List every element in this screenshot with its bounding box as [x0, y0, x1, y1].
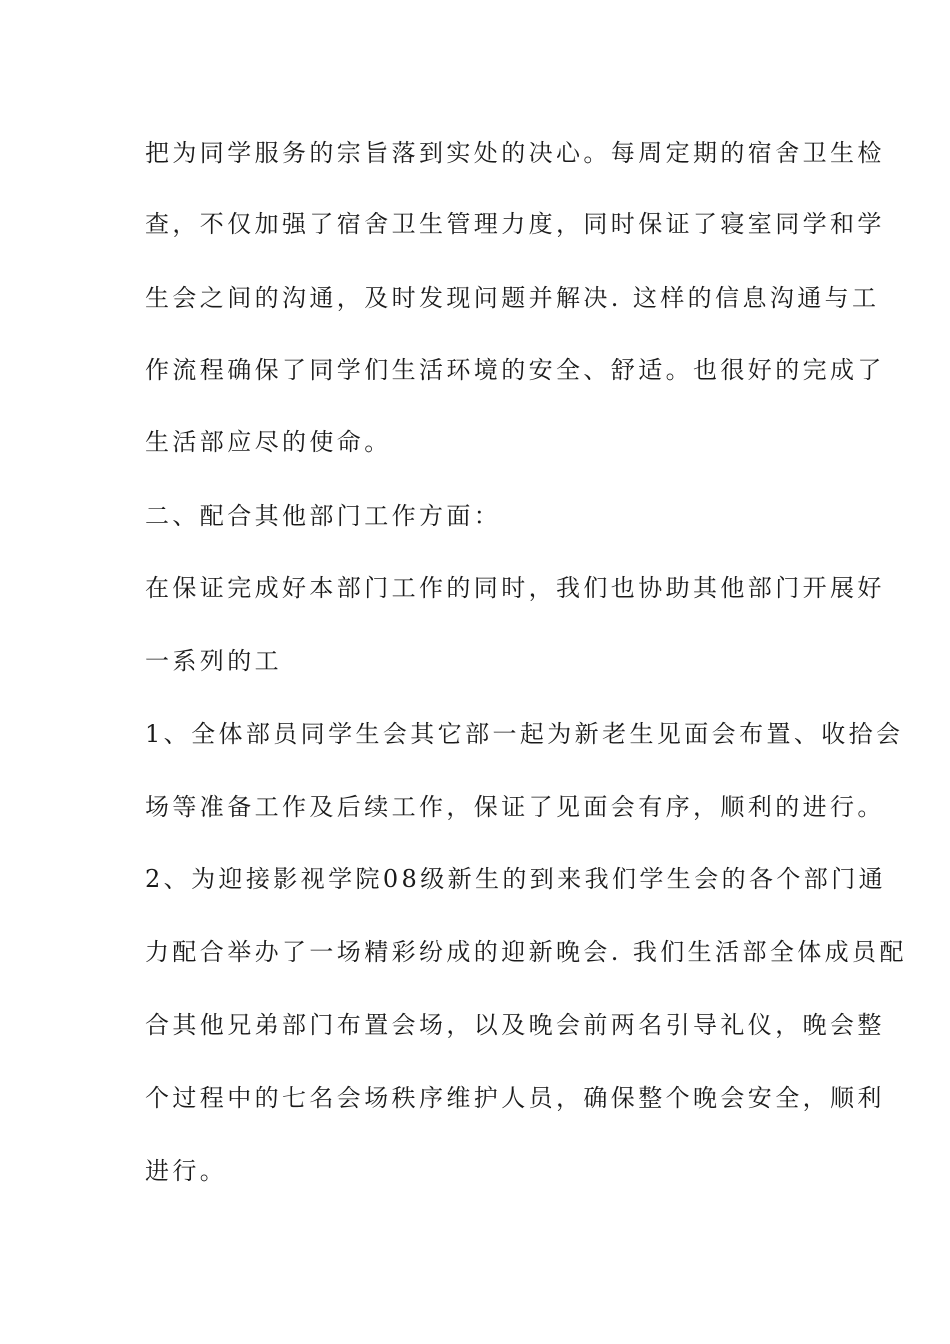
list-item-line: 个过程中的七名会场秩序维护人员，确保整个晚会安全，顺利 — [145, 1084, 885, 1112]
paragraph-line: 把为同学服务的宗旨落到实处的决心。每周定期的宿舍卫生检 — [145, 139, 885, 167]
paragraph-line: 生会之间的沟通，及时发现问题并解决. 这样的信息沟通与工 — [145, 284, 880, 312]
paragraph-line: 生活部应尽的使命。 — [145, 428, 392, 456]
list-item-line: 进行。 — [145, 1157, 228, 1185]
paragraph-line: 作流程确保了同学们生活环境的安全、舒适。也很好的完成了 — [145, 356, 885, 384]
list-item-line: 1、全体部员同学生会其它部一起为新老生见面会布置、收拾会 — [145, 720, 904, 748]
section-heading: 二、配合其他部门工作方面： — [145, 502, 502, 530]
paragraph-line: 一系列的工 — [145, 647, 282, 675]
paragraph-line: 在保证完成好本部门工作的同时，我们也协助其他部门开展好 — [145, 574, 885, 602]
list-item-line: 场等准备工作及后续工作，保证了见面会有序，顺利的进行。 — [145, 793, 885, 821]
list-item-line: 合其他兄弟部门布置会场，以及晚会前两名引导礼仪，晚会整 — [145, 1011, 885, 1039]
paragraph-line: 查，不仅加强了宿舍卫生管理力度，同时保证了寝室同学和学 — [145, 210, 885, 238]
list-item-line: 2、为迎接影视学院08级新生的到来我们学生会的各个部门通 — [145, 865, 887, 893]
list-item-line: 力配合举办了一场精彩纷成的迎新晚会. 我们生活部全体成员配 — [145, 938, 907, 966]
